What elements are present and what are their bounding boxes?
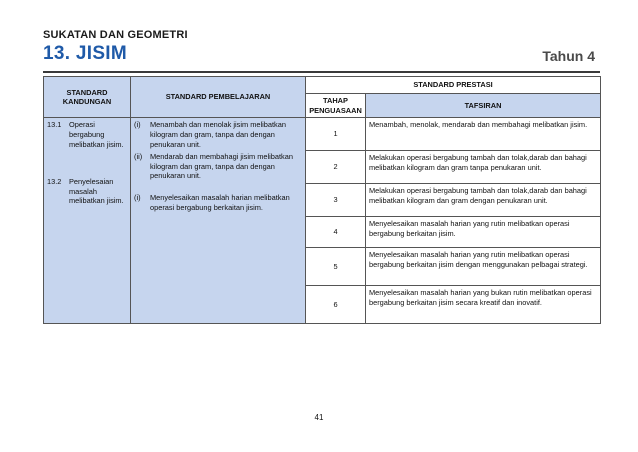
kandungan-code: 13.2 xyxy=(47,177,62,187)
tafsiran-cell: Melakukan operasi bergabung tambah dan tolak,darab dan bahagi melibatkan kilogram dan gram tanpa penukaran unit. xyxy=(366,151,601,184)
tafsiran-cell: Menyelesaikan masalah harian yang rutin melibatkan operasi bergabung berkaitan jisim. xyxy=(366,217,601,248)
year-label: Tahun 4 xyxy=(542,48,595,64)
tahap-cell: 6 xyxy=(306,286,366,324)
page-number: 41 xyxy=(314,413,324,422)
kandungan-code: 13.1 xyxy=(47,120,62,130)
header-standard-kandungan: STANDARD KANDUNGAN xyxy=(44,77,131,118)
kandungan-item xyxy=(47,120,127,149)
standards-table xyxy=(43,76,601,324)
pembelajaran-text: Menambah dan menolak jisim melibatkan kilogram dan gram, tanpa dan dengan penukaran unit. xyxy=(150,120,286,149)
pembelajaran-item xyxy=(134,152,302,181)
header-standard-pembelajaran: STANDARD PEMBELAJARAN xyxy=(131,77,306,118)
tafsiran-cell: Menyelesaikan masalah harian yang rutin melibatkan operasi bergabung berkaitan jisim dengan menggunakan pelbagai strategi. xyxy=(366,248,601,286)
header-divider xyxy=(43,71,600,73)
kandungan-text: Penyelesaian masalah melibatkan jisim. xyxy=(69,177,124,206)
page-title: 13. JISIM xyxy=(43,43,128,64)
tafsiran-cell: Melakukan operasi bergabung tambah dan tolak,darab dan bahagi melibatkan kilogram dan gram dengan penukaran unit. xyxy=(366,184,601,217)
pembelajaran-text: Mendarab dan membahagi jisim melibatkan kilogram dan gram, tanpa dan dengan penukaran unit. xyxy=(150,152,293,181)
pembelajaran-code: (i) xyxy=(134,193,141,202)
kandungan-cell xyxy=(44,118,131,324)
tafsiran-cell: Menyelesaikan masalah harian yang bukan rutin melibatkan operasi bergabung berkaitan jisim secara kreatif dan inovatif. xyxy=(366,286,601,324)
pembelajaran-item xyxy=(134,193,302,212)
tahap-cell: 3 xyxy=(306,184,366,217)
pembelajaran-text: Menyelesaikan masalah harian melibatkan operasi bergabung berkaitan jisim. xyxy=(150,193,290,212)
header-tahap-penguasaan: TAHAP PENGUASAAN xyxy=(306,94,366,118)
pembelajaran-item xyxy=(134,120,302,149)
section-heading: SUKATAN DAN GEOMETRI xyxy=(43,29,188,41)
header-standard-prestasi: STANDARD PRESTASI xyxy=(306,77,601,94)
pembelajaran-code: (ii) xyxy=(134,152,143,162)
kandungan-item xyxy=(47,177,127,206)
tahap-cell: 2 xyxy=(306,151,366,184)
pembelajaran-code: (i) xyxy=(134,120,141,130)
tahap-cell: 5 xyxy=(306,248,366,286)
tahap-cell: 1 xyxy=(306,118,366,151)
tahap-cell: 4 xyxy=(306,217,366,248)
kandungan-text: Operasi bergabung melibatkan jisim. xyxy=(69,120,124,149)
header-tafsiran: TAFSIRAN xyxy=(366,94,601,118)
pembelajaran-cell xyxy=(131,118,306,324)
tafsiran-cell: Menambah, menolak, mendarab dan membahagi melibatkan jisim. xyxy=(366,118,601,151)
